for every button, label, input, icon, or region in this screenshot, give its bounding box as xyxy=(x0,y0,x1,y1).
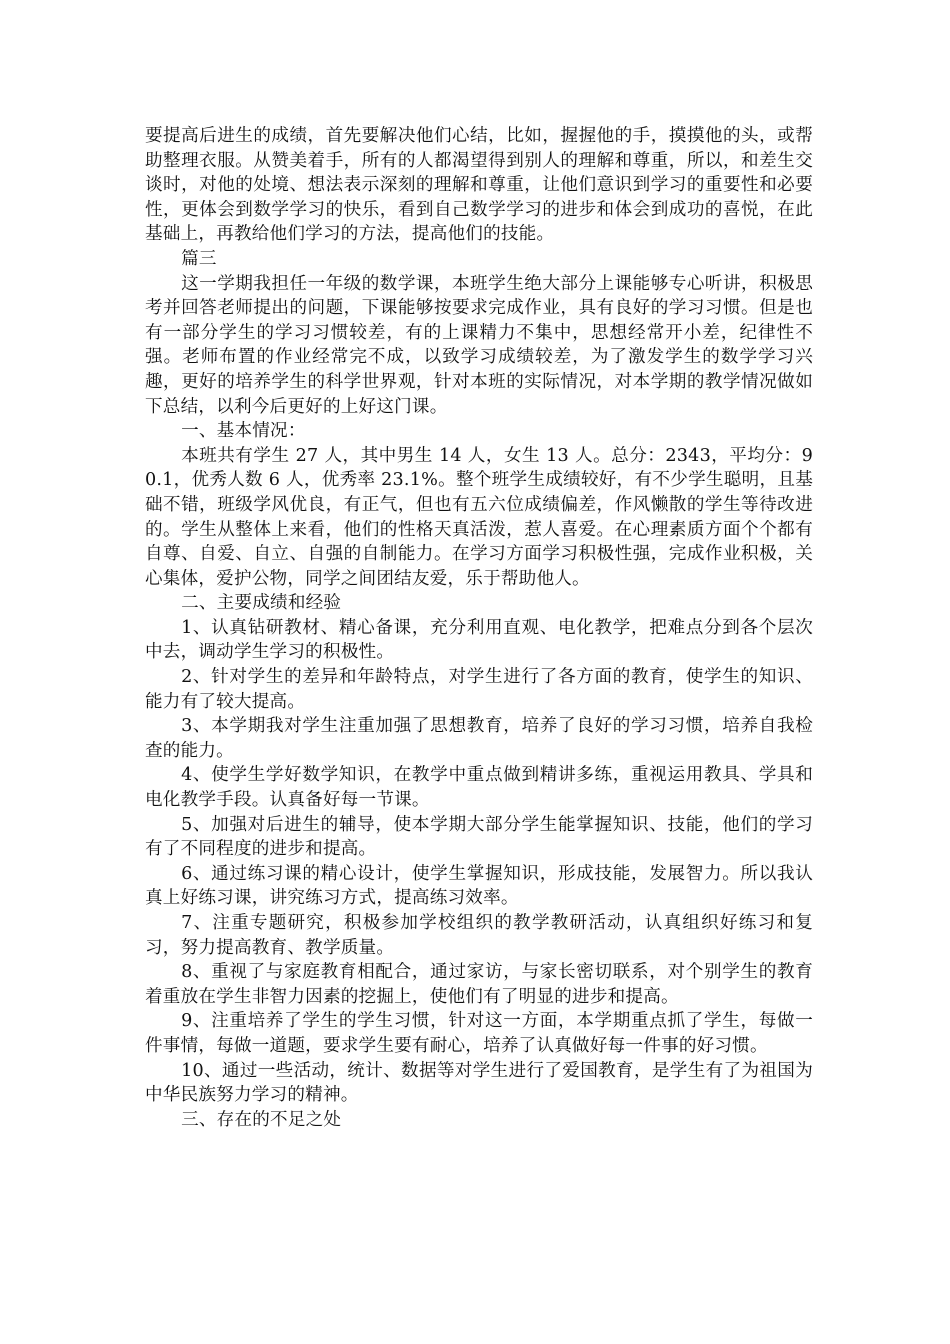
list-item-7: 7、注重专题研究，积极参加学校组织的教学教研活动，认真组织好练习和复习，努力提高教育、教学质量。 xyxy=(145,913,813,958)
list-item-3: 3、本学期我对学生注重加强了思想教育，培养了良好的学习习惯，培养自我检查的能力。 xyxy=(145,716,813,761)
paragraph-intro: 要提高后进生的成绩，首先要解决他们心结，比如，握握他的手，摸摸他的头，或帮助整理衣服。从赞美着手，所有的人都渴望得到别人的理解和尊重，所以，和差生交谈时，对他的处境、想法表示深刻的理解和尊重，让他们意识到学习的重要性和必要性，更体会到数学学习的快乐，看到自己数学学习的进步和体会到成功的喜悦，在此基础上，再教给他们学习的方法，提高他们的技能。 xyxy=(145,126,813,245)
heading-basic-situation: 一、基本情况： xyxy=(181,421,306,442)
paragraph-overview: 这一学期我担任一年级的数学课，本班学生绝大部分上课能够专心听讲，积极思考并回答老师提出的问题，下课能够按要求完成作业，具有良好的学习习惯。但是也有一部分学生的学习习惯较差，有的上课精力不集中，思想经常开小差，纪律性不强。老师布置的作业经常完不成，以致学习成绩较差，为了激发学生的数学学习兴趣，更好的培养学生的科学世界观，针对本班的实际情况，对本学期的教学情况做如下总结，以利今后更好的上好这门课。 xyxy=(145,273,813,417)
list-item-9: 9、注重培养了学生的学生习惯，针对这一方面，本学期重点抓了学生，每做一件事情，每做一道题，要求学生要有耐心，培养了认真做好每一件事的好习惯。 xyxy=(145,1011,813,1056)
paragraph-class-stats: 本班共有学生 27 人，其中男生 14 人，女生 13 人。总分：2343，平均分：90.1，优秀人数 6 人，优秀率 23.1%。整个班学生成绩较好，有不少学生聪明，且基础不错，班级学风优良，有正气，但也有五六位成绩偏差，作风懒散的学生等待改进的。学生从整体上来看，他们的性格天真活泼，惹人喜爱。在心理素质方面个个都有自尊、自爱、自立、自强的自制能力。在学习方面学习积极性强，完成作业积极，关心集体，爱护公物，同学之间团结友爱，乐于帮助他人。 xyxy=(145,445,813,589)
document-body xyxy=(145,124,813,1132)
list-item-4: 4、使学生学好数学知识，在教学中重点做到精讲多练，重视运用教具、学具和电化教学手段。认真备好每一节课。 xyxy=(145,765,813,811)
section-heading-part-three: 篇三 xyxy=(181,248,217,269)
list-item-5: 5、加强对后进生的辅导，使本学期大部分学生能掌握知识、技能，他们的学习有了不同程度的进步和提高。 xyxy=(145,814,813,860)
list-item-6: 6、通过练习课的精心设计，使学生掌握知识，形成技能，发展智力。所以我认真上好练习课，讲究练习方式，提高练习效率。 xyxy=(145,863,813,909)
list-item-8: 8、重视了与家庭教育相配合，通过家访，与家长密切联系，对个别学生的教育着重放在学生非智力因素的挖掘上，使他们有了明显的进步和提高。 xyxy=(145,962,813,1007)
list-item-2: 2、针对学生的差异和年龄特点，对学生进行了各方面的教育，使学生的知识、能力有了较大提高。 xyxy=(145,667,813,712)
list-item-1: 1、认真钻研教材、精心备课，充分利用直观、电化教学，把难点分到各个层次中去，调动学生学习的积极性。 xyxy=(145,617,813,663)
heading-achievements: 二、主要成绩和经验 xyxy=(181,593,342,614)
list-item-10: 10、通过一些活动，统计、数据等对学生进行了爱国教育，是学生有了为祖国为中华民族努力学习的精神。 xyxy=(145,1060,813,1106)
heading-shortcomings: 三、存在的不足之处 xyxy=(181,1109,342,1130)
